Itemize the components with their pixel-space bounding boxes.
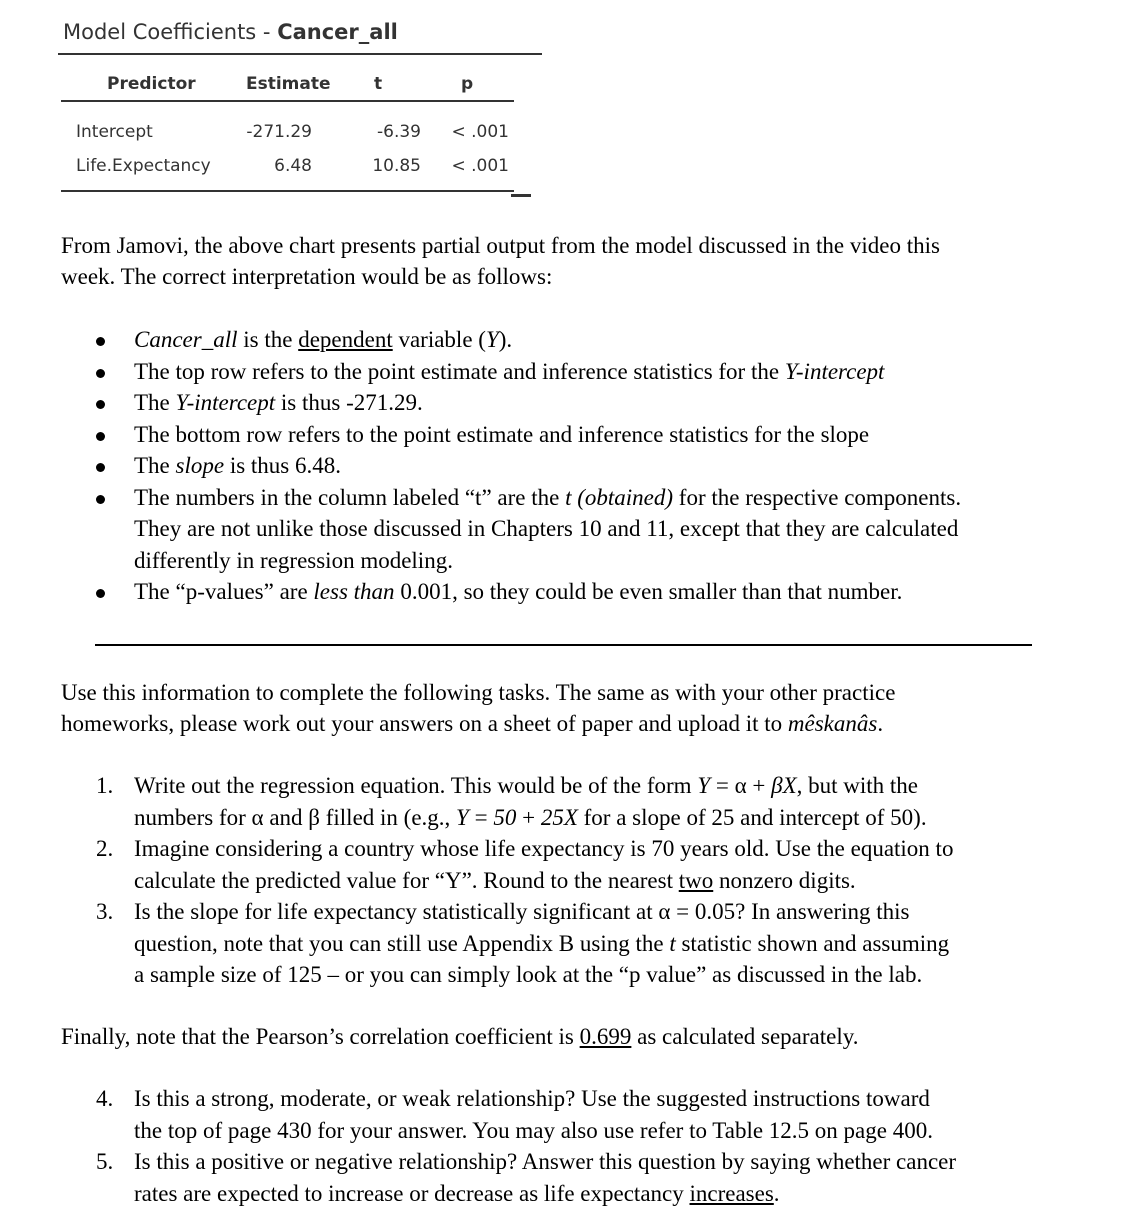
task-item-3: 3. Is the slope for life expectancy statistically significant at α = 0.05? In answering this question, note that you can still use Appendix B using the t statistic shown and assuming a sample size of 125 – or you can simply look at the “p value” as discussed in the lab.: [96, 899, 950, 987]
list-item: The Y-intercept is thus -271.29.: [96, 387, 1056, 419]
task-list-2: [96, 1083, 1046, 1209]
bullet-icon: [96, 432, 105, 441]
task-item-1: 1. Write out the regression equation. This would be of the form Y = α + βX, but with the numbers for α and β filled in (e.g., Y = 50 + 25X for a slope of 25 and intercept of 50).: [96, 773, 927, 830]
task-item-2: 2. Imagine considering a country whose life expectancy is 70 years old. Use the equation to calculate the predicted value for “Y”. Round to the nearest two nonzero digits.: [96, 836, 954, 893]
header-estimate: Estimate: [246, 74, 331, 94]
tasks-intro-line-2: homeworks, please work out your answers on a sheet of paper and upload it to mêskanâs.: [61, 711, 884, 736]
header-p: p: [461, 74, 474, 94]
list-item: The top row refers to the point estimate and inference statistics for the Y-intercept: [96, 356, 1056, 388]
row-intercept-estimate: -271.29: [246, 122, 312, 142]
row-intercept-p: < .001: [451, 122, 509, 142]
header-predictor: Predictor: [107, 74, 196, 94]
bullet-icon: [96, 369, 105, 378]
interpretation-list: [96, 324, 1056, 608]
header-t: t: [374, 74, 383, 94]
row-life-p: < .001: [451, 156, 509, 176]
title-rule: [58, 53, 542, 55]
list-item: The bottom row refers to the point estimate and inference statistics for the slope: [96, 419, 1056, 451]
table-tail-mark: [511, 194, 531, 197]
section-divider: [95, 644, 1032, 646]
tasks-intro-paragraph: [61, 677, 895, 739]
intro-line-2: week. The correct interpretation would be as follows:: [61, 264, 553, 289]
bullet-icon: [96, 589, 105, 598]
task-list-1: [96, 770, 1046, 991]
bullet-icon: [96, 495, 105, 504]
intro-line-1: From Jamovi, the above chart presents partial output from the model discussed in the video this: [61, 233, 940, 258]
table-bottom-rule: [61, 190, 514, 192]
intro-paragraph: [61, 230, 940, 292]
row-intercept-predictor: Intercept: [76, 122, 153, 142]
header-rule: [61, 100, 514, 102]
task-item-4: 4. Is this a strong, moderate, or weak relationship? Use the suggested instructions toward the top of page 430 for your answer. You may also use refer to Table 12.5 on page 400.: [96, 1086, 933, 1143]
list-item: The numbers in the column labeled “t” are the t (obtained) for the respective components. They are not unlike those discussed in Chapters 10 and 11, except that they are calculated differently in regression modeling.: [96, 482, 1056, 577]
table-title-model: Cancer_all: [277, 20, 398, 44]
tasks-intro-line-1: Use this information to complete the following tasks. The same as with your other practice: [61, 680, 896, 705]
pearson-paragraph: Finally, note that the Pearson’s correlation coefficient is 0.699 as calculated separately.: [61, 1024, 859, 1049]
bullet-icon: [96, 463, 105, 472]
row-life-estimate: 6.48: [274, 156, 312, 176]
table-title-prefix: Model Coefficients -: [63, 20, 278, 44]
table-title: [63, 20, 398, 44]
row-life-predictor: Life.Expectancy: [76, 156, 211, 176]
list-item: The “p-values” are less than 0.001, so they could be even smaller than that number.: [96, 576, 1056, 608]
task-item-5: 5. Is this a positive or negative relationship? Answer this question by saying whether cancer rates are expected to increase or decrease as life expectancy increases.: [96, 1149, 957, 1206]
bullet-icon: [96, 400, 105, 409]
list-item: Cancer_all is the dependent variable (Y).: [96, 324, 1056, 356]
row-intercept-t: -6.39: [377, 122, 421, 142]
bullet-icon: [96, 337, 105, 346]
list-item: The slope is thus 6.48.: [96, 450, 1056, 482]
row-life-t: 10.85: [372, 156, 421, 176]
